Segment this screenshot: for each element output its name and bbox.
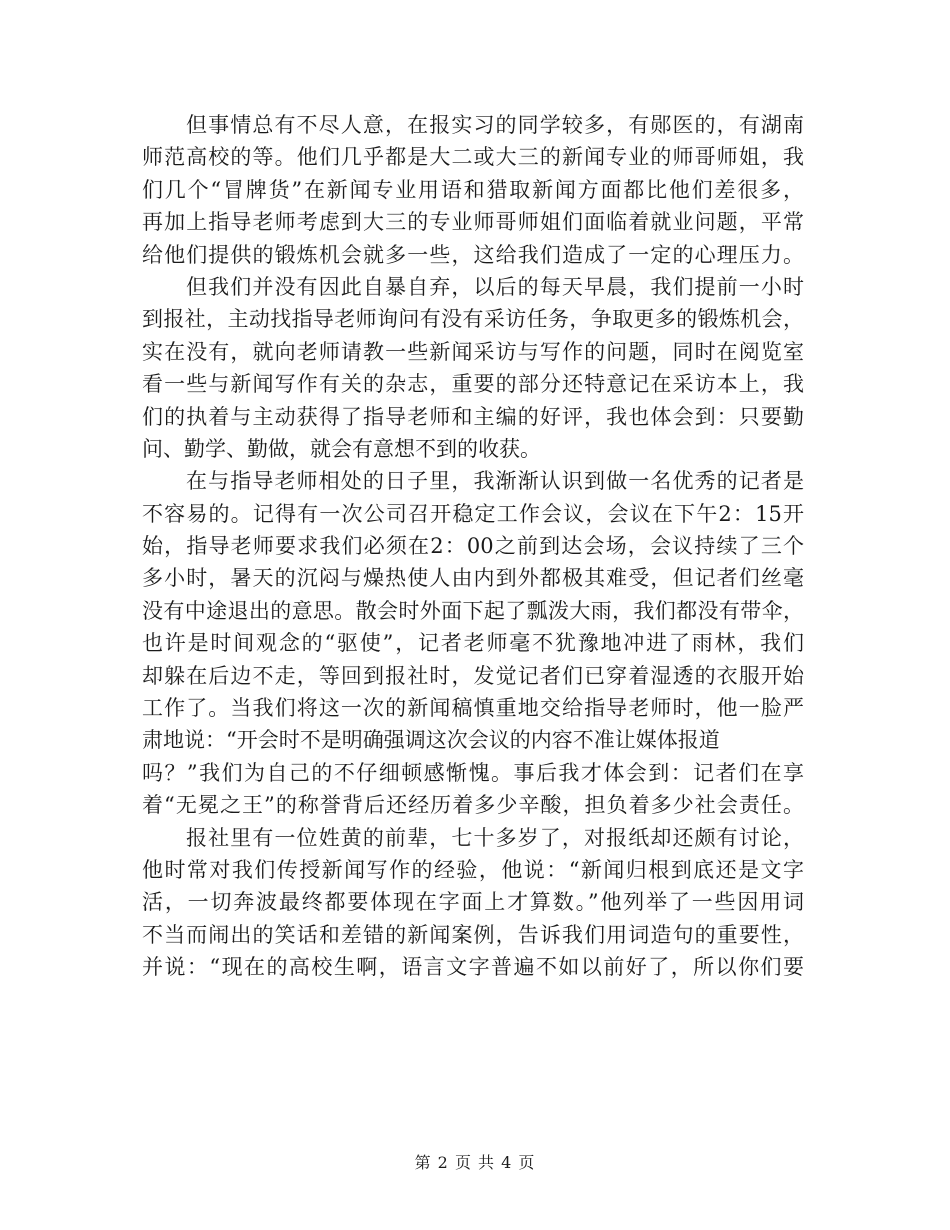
text-line: 不当而闹出的笑话和差错的新闻案例，告诉我们用词造句的重要性，: [142, 922, 804, 947]
text-line: 工作了。当我们将这一次的新闻稿慎重地交给指导老师时，他一脸严: [142, 696, 804, 721]
text-line: 实在没有，就向老师请教一些新闻采访与写作的问题，同时在阅览室: [142, 339, 804, 364]
text-line: 吗？”我们为自己的不仔细顿感惭愧。事后我才体会到：记者们在享: [142, 760, 804, 785]
text-line: 多小时，暑天的沉闷与燥热使人由内到外都极其难受，但记者们丝毫: [142, 566, 804, 591]
text-line: 但事情总有不尽人意，在报实习的同学较多，有郧医的，有湖南: [186, 113, 804, 137]
text-line: 看一些与新闻写作有关的杂志，重要的部分还特意记在采访本上，我: [142, 372, 804, 397]
text-line: 不容易的。记得有一次公司召开稳定工作会议，会议在下午2：15开: [142, 501, 804, 526]
text-line: 师范高校的等。他们几乎都是大二或大三的新闻专业的师哥师姐，我: [142, 145, 804, 170]
text-line: 也许是时间观念的“驱使”，记者老师毫不犹豫地冲进了雨林，我们: [142, 631, 804, 656]
text-line: 肃地说：“开会时不是明确强调这次会议的内容不准让媒体报道: [142, 728, 720, 753]
text-line: 没有中途退出的意思。散会时外面下起了瓢泼大雨，我们都没有带伞，: [142, 598, 804, 623]
paragraph-1: [142, 109, 804, 271]
text-line: 们的执着与主动获得了指导老师和主编的好评，我也体会到：只要勤: [142, 404, 804, 429]
text-line: 问、勤学、勤做，就会有意想不到的收获。: [142, 436, 541, 461]
text-line: 到报社，主动找指导老师询问有没有采访任务，争取更多的锻炼机会，: [142, 307, 804, 332]
text-line: 却躲在后边不走，等回到报社时，发觉记者们已穿着湿透的衣服开始: [142, 663, 804, 688]
text-line: 活，一切奔波最终都要体现在字面上才算数。”他列举了一些因用词: [142, 890, 804, 915]
text-line: 报社里有一位姓黄的前辈，七十多岁了，对报纸却还颇有讨论，: [186, 825, 804, 850]
page-footer: 第 2 页 共 4 页: [414, 1153, 536, 1172]
body-text: [142, 109, 804, 984]
text-line: 他时常对我们传授新闻写作的经验，他说：“新闻归根到底还是文字: [142, 857, 804, 882]
text-line: 着“无冕之王”的称誉背后还经历着多少辛酸，担负着多少社会责任。: [142, 793, 804, 818]
paragraph-4: [142, 822, 804, 984]
paragraph-3: [142, 465, 804, 821]
text-line: 并说：“现在的高校生啊，语言文字普遍不如以前好了，所以你们要: [142, 955, 804, 980]
text-line: 给他们提供的锻炼机会就多一些，这给我们造成了一定的心理压力。: [142, 242, 804, 267]
text-line: 始，指导老师要求我们必须在2：00之前到达会场，会议持续了三个: [142, 534, 804, 559]
text-line: 在与指导老师相处的日子里，我渐渐认识到做一名优秀的记者是: [186, 469, 804, 494]
paragraph-2: [142, 271, 804, 465]
text-line: 再加上指导老师考虑到大三的专业师哥师姐们面临着就业问题，平常: [142, 210, 804, 235]
text-line: 们几个“冒牌货”在新闻专业用语和猎取新闻方面都比他们差很多，: [142, 177, 804, 202]
text-line: 但我们并没有因此自暴自弃，以后的每天早晨，我们提前一小时: [186, 274, 804, 299]
